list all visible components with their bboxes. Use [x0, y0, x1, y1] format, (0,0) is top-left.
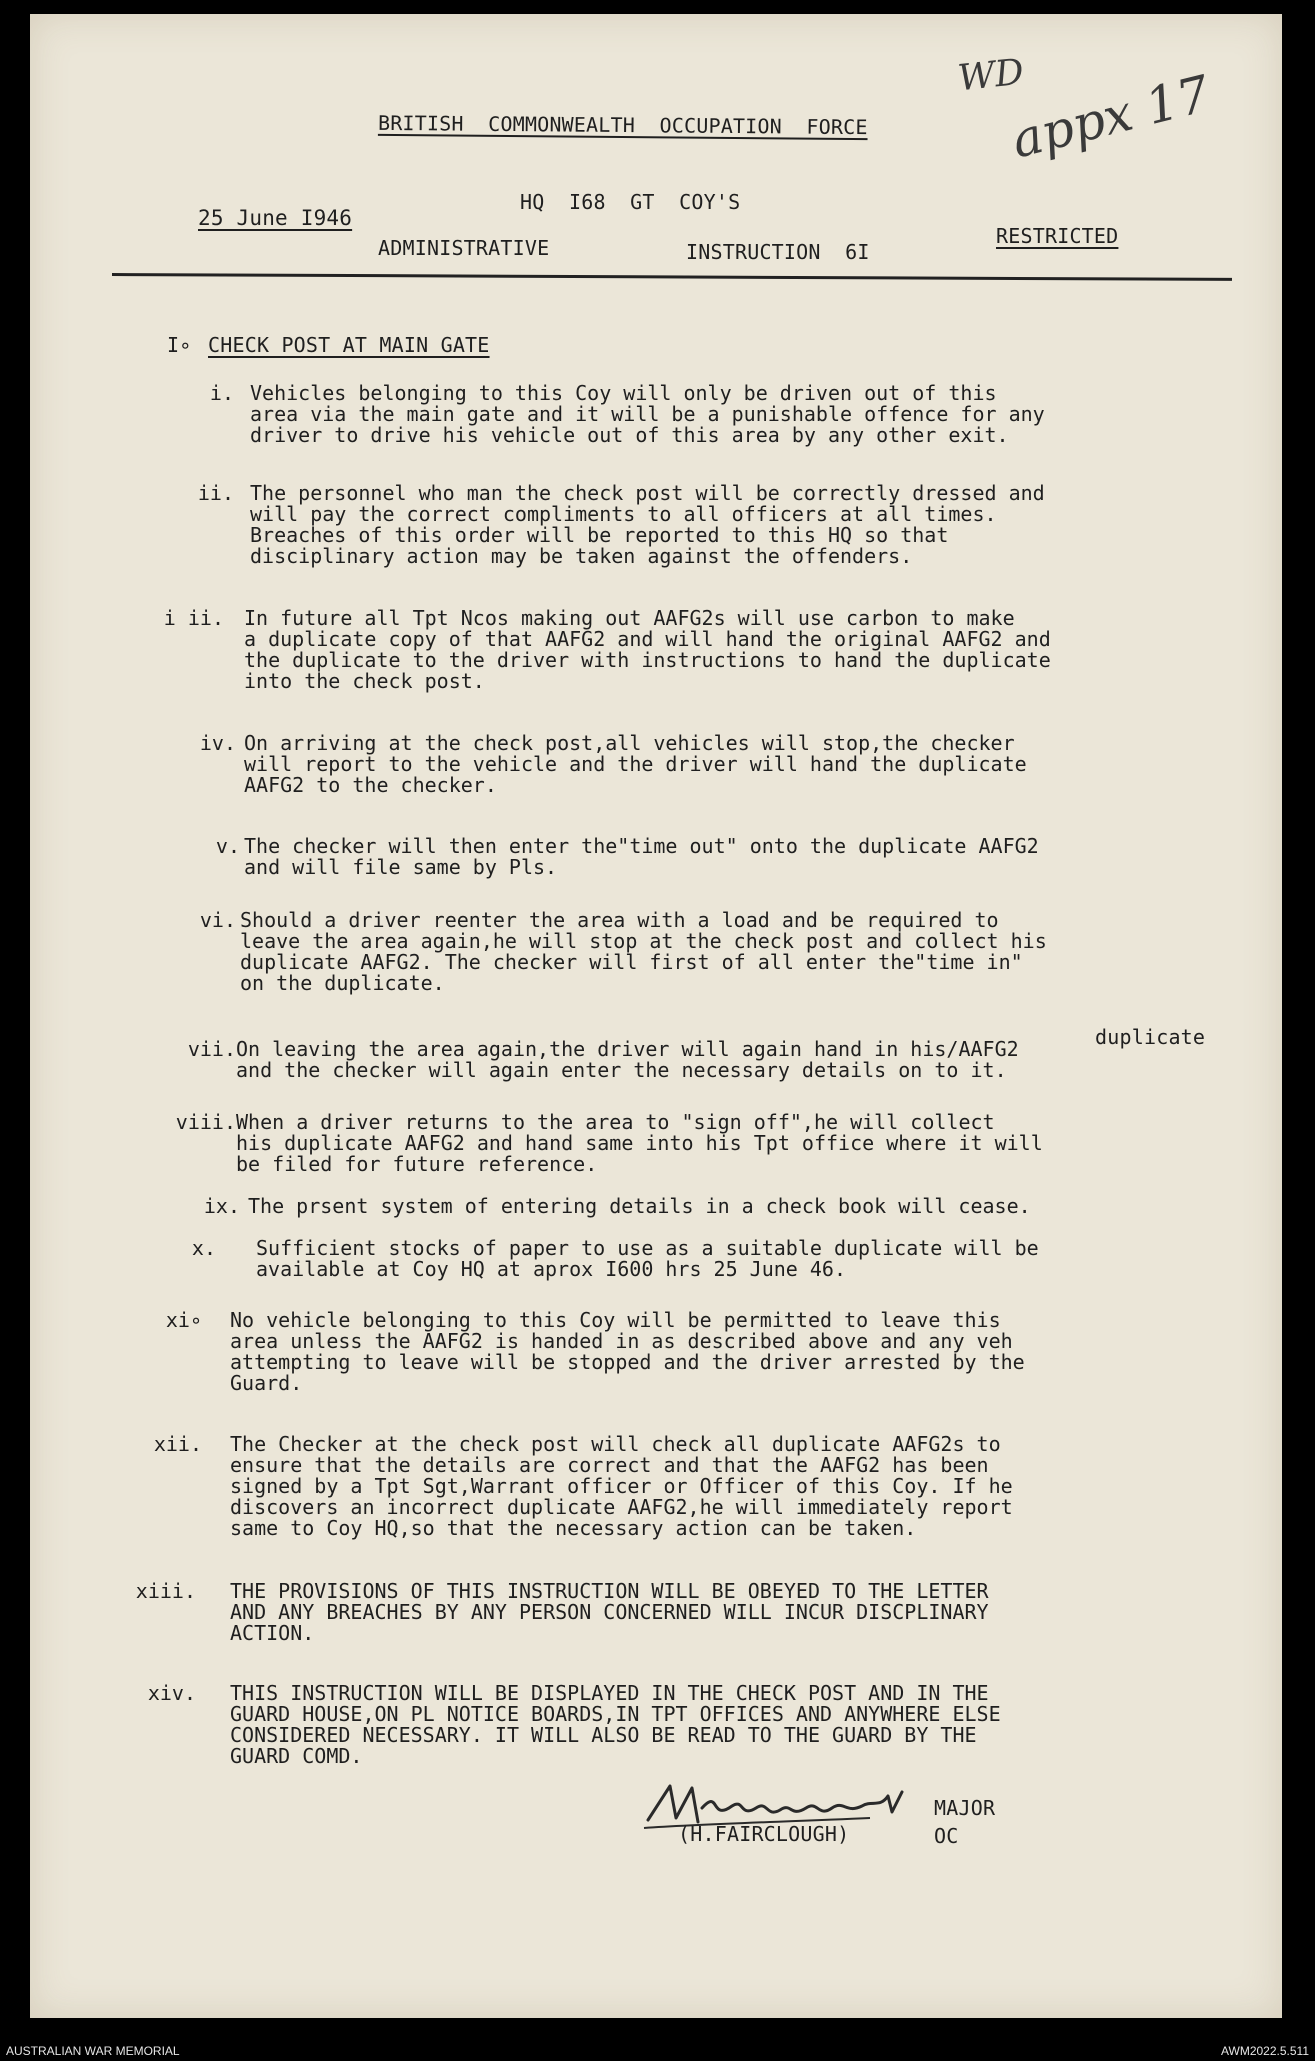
org-title: BRITISH COMMONWEALTH OCCUPATION FORCE [377, 110, 868, 140]
para-number: xiii. [135, 1579, 196, 1603]
paragraph: The prsent system of entering details in a check book will cease. [248, 1194, 1031, 1218]
para-number: ix. [203, 1194, 240, 1218]
section-title: CHECK POST AT MAIN GATE [208, 333, 490, 357]
paragraph: In future all Tpt Ncos making out AAFG2s will use carbon to make a duplicate copy of that AAFG2 and will hand the original AAFG2 and the duplicate to the driver with instructions to hand the duplicate into the check post. [244, 606, 1051, 693]
paragraph: Vehicles belonging to this Coy will only be driven out of this area via the main gate and it will be a punishable offence for any driver to drive his vehicle out of this area by any other exit. [250, 381, 1045, 447]
para-number: iv. [199, 731, 236, 755]
paragraph: The Checker at the check post will check all duplicate AAFG2s to ensure that the details are correct and that the AAFG2 has been signed by a Tpt Sgt,Warrant officer or Officer of this Coy. If he discovers an incorrect duplicate AAFG2,he will immediately report same to Coy HQ,so that the necessary action can be taken. [230, 1432, 1013, 1540]
footer-credit: AUSTRALIAN WAR MEMORIAL [6, 2044, 180, 2058]
unit-heading: HQ I68 GT COY'S [520, 190, 741, 214]
paragraph: THE PROVISIONS OF THIS INSTRUCTION WILL BE OBEYED TO THE LETTER AND ANY BREACHES BY ANY PERSON CONCERNED WILL INCUR DISCPLINARY ACTION. [230, 1579, 989, 1645]
handwritten-insert: duplicate [1095, 1025, 1206, 1049]
document-date: 25 June I946 [198, 206, 353, 230]
para-number: viii. [175, 1110, 236, 1134]
paragraph: No vehicle belonging to this Coy will be permitted to leave this area unless the AAFG2 is handed in as described above and any veh attempting to leave will be stopped and the driver arrested by the Guard. [230, 1308, 1025, 1395]
paragraph: Should a driver reenter the area with a load and be required to leave the area again,he will stop at the check post and collect his duplicate AAFG2. The checker will first of all enter the"time in" on the duplicate. [240, 908, 1047, 995]
para-number: vi. [199, 908, 236, 932]
signatory-rank: MAJOR [934, 1796, 996, 1820]
section-number: I∘ [167, 333, 192, 357]
paragraph: Sufficient stocks of paper to use as a suitable duplicate will be available at Coy HQ at aprox I600 hrs 25 June 46. [256, 1236, 1039, 1281]
para-number: v. [215, 834, 240, 858]
signatory-name: (H.FAIRCLOUGH) [678, 1822, 850, 1846]
handwritten-appx: appx 17 [1005, 64, 1216, 170]
para-number: vii. [187, 1037, 236, 1061]
paragraph: THIS INSTRUCTION WILL BE DISPLAYED IN THE CHECK POST AND IN THE GUARD HOUSE,ON PL NOTICE BOARDS,IN TPT OFFICES AND ANYWHERE ELSE CONSIDERED NECESSARY. IT WILL ALSO BE READ TO THE GUARD BY THE GUARD COMD. [230, 1681, 1001, 1768]
paragraph: When a driver returns to the area to "sign off",he will collect his duplicate AAFG2 and hand same into his Tpt office where it will be filed for future reference. [236, 1110, 1043, 1176]
handwritten-wd: WD [956, 51, 1026, 100]
para-number: ii. [197, 481, 234, 505]
para-number: xi∘ [165, 1308, 202, 1332]
paragraph: On arriving at the check post,all vehicles will stop,the checker will report to the vehicle and the driver will hand the duplicate AAFG2 to the checker. [244, 731, 1027, 797]
para-number: i ii. [163, 606, 224, 630]
classification-stamp: RESTRICTED [996, 224, 1119, 248]
para-number: xii. [153, 1432, 202, 1456]
paragraph: The checker will then enter the"time out" onto the duplicate AAFG2 and will file same by Pls. [244, 834, 1039, 879]
paragraph: On leaving the area again,the driver will again hand in his/AAFG2 and the checker will again enter the necessary details on to it. [236, 1037, 1019, 1082]
para-number: x. [191, 1236, 216, 1260]
paragraph: The personnel who man the check post will be correctly dressed and will pay the correct compliments to all officers at all times. Breaches of this order will be reported to this HQ so that disciplinary action may be taken against the offenders. [250, 481, 1045, 568]
para-number: xiv. [147, 1681, 196, 1705]
signatory-role: OC [934, 1824, 959, 1848]
instruction-type: ADMINISTRATIVE [378, 236, 550, 260]
instruction-number: INSTRUCTION 6I [686, 240, 870, 264]
para-number: i. [209, 381, 234, 405]
footer-accession: AWM2022.5.511 [1220, 2044, 1309, 2058]
